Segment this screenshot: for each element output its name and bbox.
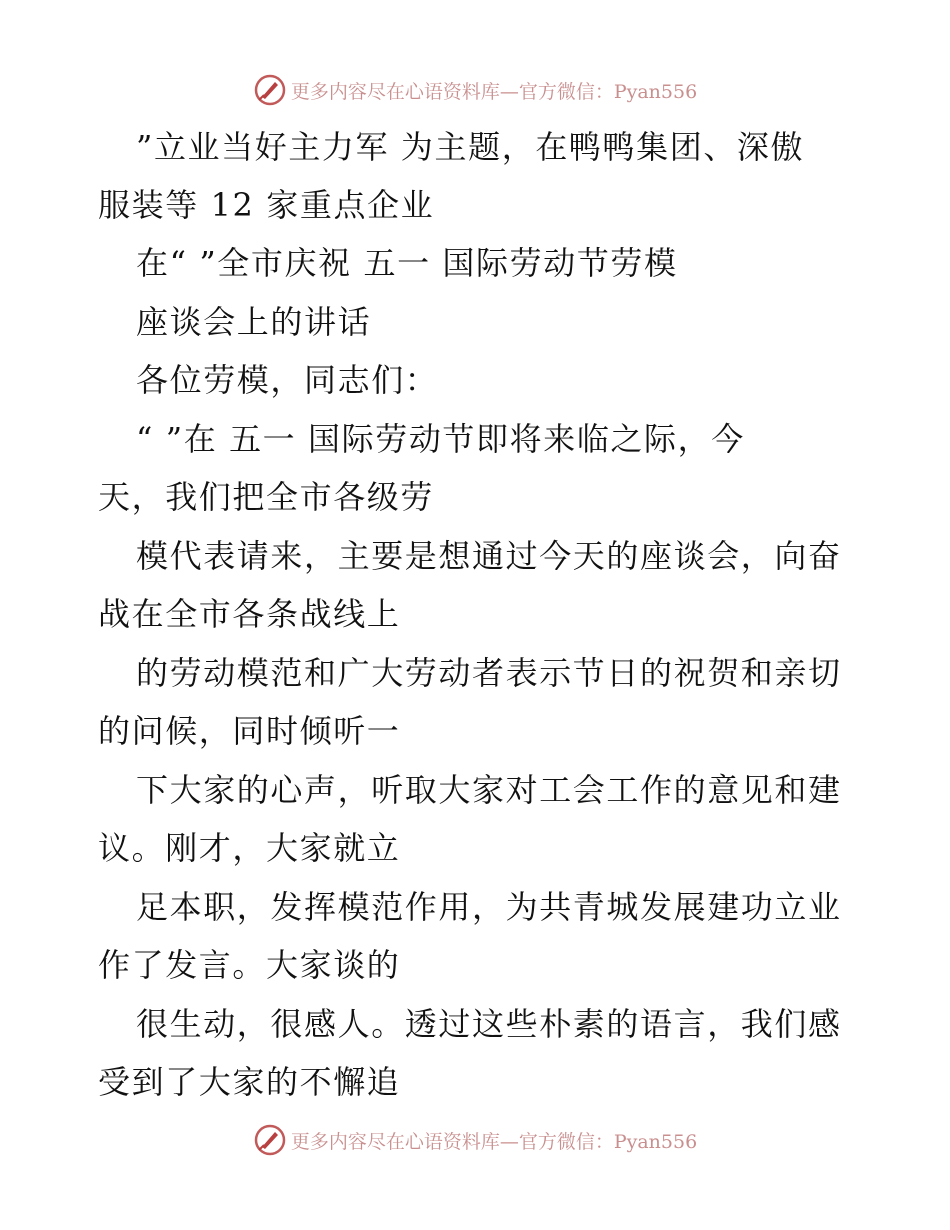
text-line: 下大家的心声，听取大家对工会工作的意见和建: [136, 771, 842, 809]
text-line: 战在全市各条战线上: [98, 595, 401, 633]
text-line: 天，我们把全市各级劳: [98, 478, 435, 516]
text-line: ”立业当好主力军 为主题，在鸭鸭集团、深傲: [136, 128, 805, 166]
watermark-text: 更多内容尽在心语资料库—官方微信：Pyan556: [290, 1130, 698, 1153]
text-line: 座谈会上的讲话: [136, 303, 372, 341]
text-line: 受到了大家的不懈追: [98, 1063, 401, 1101]
text-line: “ ”在 五一 国际劳动节即将来临之际，今: [136, 420, 745, 458]
text-line: 模代表请来，主要是想通过今天的座谈会，向奋: [136, 537, 842, 575]
text-line: 服装等 12 家重点企业: [98, 186, 435, 224]
text-line: 的劳动模范和广大劳动者表示节日的祝贺和亲切: [136, 654, 842, 692]
quill-circle-logo-icon: [253, 1123, 287, 1157]
text-line: 作了发言。大家谈的: [98, 946, 401, 984]
text-line: 很生动，很感人。透过这些朴素的语言，我们感: [136, 1005, 842, 1043]
text-line: 足本职，发挥模范作用，为共青城发展建功立业: [136, 888, 842, 926]
text-line: 的问候，同时倾听一: [98, 712, 401, 750]
text-line: 各位劳模，同志们：: [136, 361, 439, 399]
text-line: 议。刚才，大家就立: [98, 829, 401, 867]
watermark-footer: [0, 1120, 950, 1160]
quill-circle-logo-icon: [253, 73, 287, 107]
watermark-text: 更多内容尽在心语资料库—官方微信：Pyan556: [290, 80, 698, 103]
text-line: 在“ ”全市庆祝 五一 国际劳动节劳模: [136, 244, 678, 282]
watermark-header: [0, 70, 950, 110]
